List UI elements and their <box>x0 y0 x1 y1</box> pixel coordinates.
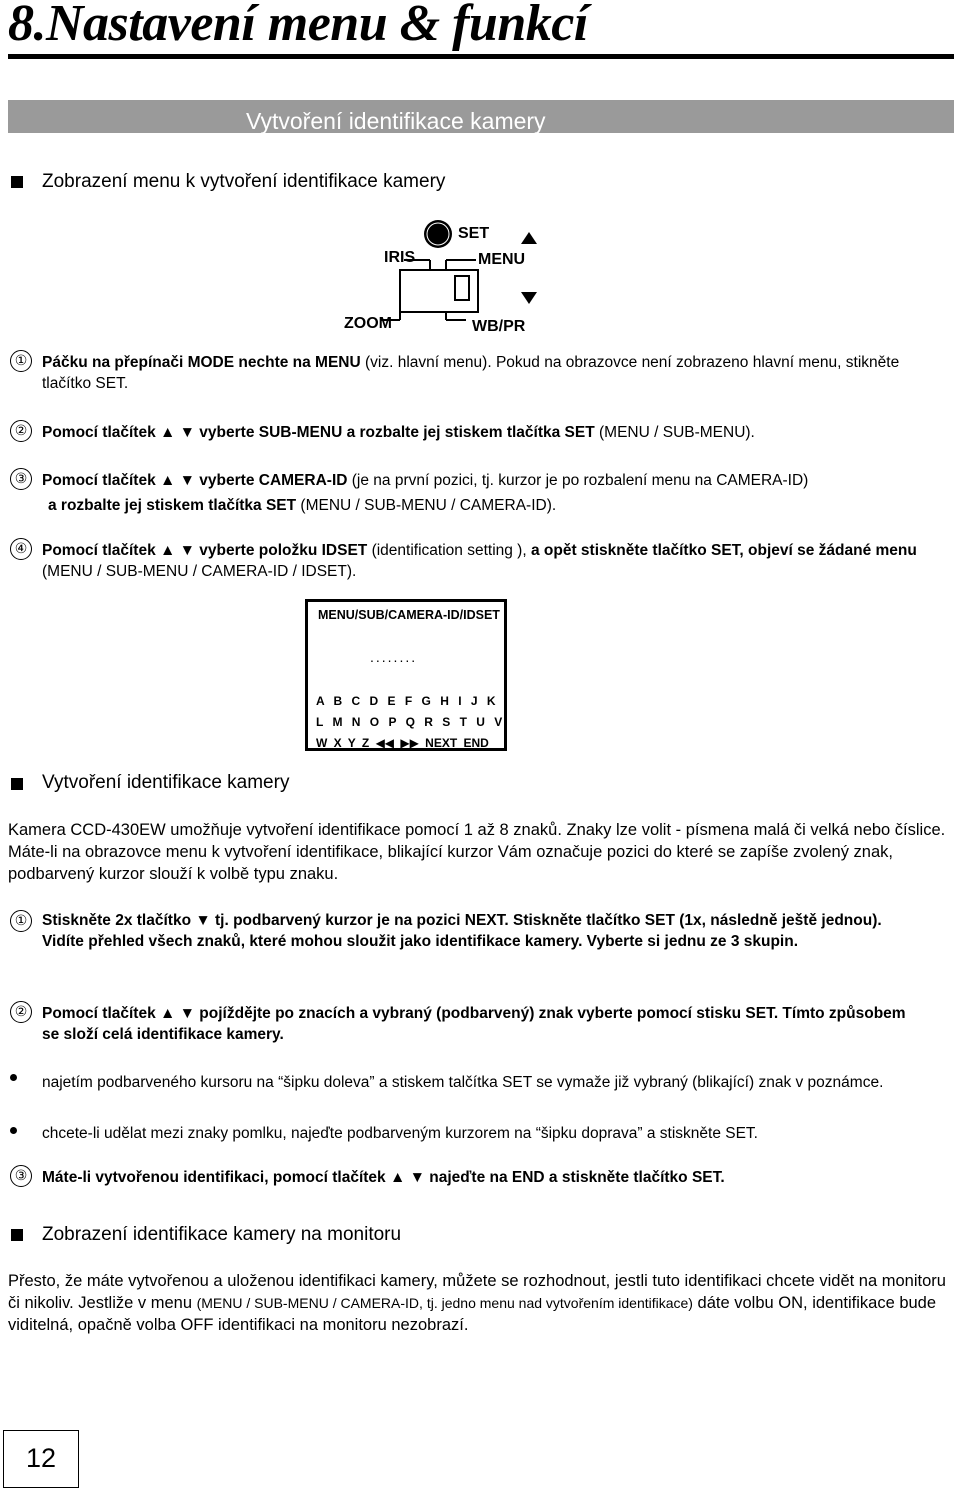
osd-idset-screen <box>305 599 507 751</box>
heading-bullet-square <box>11 778 23 790</box>
down-arrow-icon <box>521 292 537 304</box>
heading-create-id: Vytvoření identifikace kamery <box>42 772 290 793</box>
label-wbpr: WB/PR <box>472 318 526 335</box>
step-a4-rest: (identification setting ), <box>367 542 527 559</box>
step-a4-bold-2: a opět stiskněte tlačítko SET, objeví se žádané menu <box>526 542 917 559</box>
step-b2: Pomocí tlačítek ▲ ▼ pojíždějte po znacích a vybraný (podbarvený) znak vyberte pomocí stisku SET. Tímto způsobem se složí celá identifikace kamery. <box>42 1005 906 1043</box>
osd-char-row: W X Y Z ◀◀ ▶▶ NEXT END <box>316 736 489 750</box>
label-iris: IRIS <box>384 249 416 266</box>
up-arrow-icon <box>521 232 537 244</box>
step-number: ③ <box>10 1165 32 1187</box>
bullet-dot <box>10 1127 17 1134</box>
step-number: ① <box>10 910 32 932</box>
step-number: ④ <box>10 538 32 560</box>
step-a1-bold: Páčku na přepínači MODE nechte na MENU <box>42 354 361 371</box>
osd-id-dots: ........ <box>370 649 418 665</box>
final-paragraph-small: (MENU / SUB-MENU / CAMERA-ID, tj. jedno menu nad vytvořením identifikace) <box>196 1295 693 1311</box>
osd-title: MENU/SUB/CAMERA-ID/IDSET <box>318 608 500 622</box>
page-number: 12 <box>3 1430 79 1488</box>
step-number: ② <box>10 420 32 442</box>
page-title: 8.Nastavení menu & funkcí <box>8 0 588 52</box>
bullet-item-dash: chcete-li udělat mezi znaky pomlku, najeďte podbarveným kurzorem na “šipku doprava” a stiskněte SET. <box>42 1125 758 1142</box>
step-a3-rest: (je na první pozici, tj. kurzor je po rozbalení menu na CAMERA-ID) <box>347 472 809 489</box>
step-number: ③ <box>10 468 32 490</box>
step-a3-bold: Pomocí tlačítek ▲ ▼ vyberte CAMERA-ID <box>42 472 348 489</box>
step-a3-bold-2: a rozbalte jej stiskem tlačítka SET <box>48 497 297 514</box>
step-a3 <box>42 470 942 491</box>
osd-char-row: A B C D E F G H I J K <box>316 694 496 708</box>
step-a2-rest: (MENU / SUB-MENU). <box>594 424 755 441</box>
section-banner <box>8 100 954 133</box>
label-menu: MENU <box>478 251 526 268</box>
step-a2 <box>42 422 942 443</box>
step-number: ① <box>10 350 32 372</box>
step-b3: Máte-li vytvořenou identifikaci, pomocí tlačítek ▲ ▼ najeďte na END a stiskněte tlačítko SET. <box>42 1169 725 1186</box>
step-a3-rest-2: (MENU / SUB-MENU / CAMERA-ID). <box>296 497 557 514</box>
step-a2-bold: Pomocí tlačítek ▲ ▼ vyberte SUB-MENU a rozbalte jej stiskem tlačítka SET <box>42 424 595 441</box>
final-paragraph <box>8 1270 953 1336</box>
step-a4-bold: Pomocí tlačítek ▲ ▼ vyberte položku IDSET <box>42 542 368 559</box>
mode-switch-diagram <box>330 212 560 337</box>
section-banner-text: Vytvoření identifikace kamery <box>246 108 546 133</box>
label-set: SET <box>458 225 490 242</box>
switch-lever <box>455 276 469 300</box>
step-b1: Stiskněte 2x tlačítko ▼ tj. podbarvený kurzor je na pozici NEXT. Stiskněte tlačítko SET (1x, následně ještě jednou). Vidíte přehled všech znaků, které mohou sloužit jako identifikace kamery. Vyberte si jednu ze 3 skupin. <box>42 912 882 950</box>
heading-bullet-square <box>11 1229 23 1241</box>
heading-bullet-square <box>11 176 23 188</box>
final-paragraph-part2: dáte volbu ON, identifikace bude viditelná, opačně volba OFF identifikaci na monitoru nezobrazí. <box>8 1294 937 1334</box>
heading-menu-display: Zobrazení menu k vytvoření identifikace kamery <box>42 171 446 192</box>
bullet-dot <box>10 1074 17 1081</box>
heading-display-id: Zobrazení identifikace kamery na monitoru <box>42 1224 402 1245</box>
osd-char-row: L M N O P Q R S T U V <box>316 715 503 729</box>
title-rule <box>8 54 954 59</box>
step-a1-rest: (viz. hlavní menu). Pokud na obrazovce není zobrazeno hlavní menu, stikněte tlačítko SET. <box>42 354 900 392</box>
step-a4-rest-2: (MENU / SUB-MENU / CAMERA-ID / IDSET). <box>42 563 357 580</box>
step-a4 <box>42 540 922 582</box>
final-paragraph-part1: Přesto, že máte vytvořenou a uloženou identifikaci kamery, můžete se rozhodnout, jestli tuto identifikaci chcete vidět na monitoru či nikoliv. Jestliže v menu <box>8 1272 946 1312</box>
bullet-item-delete: najetím podbarveného kursoru na “šipku doleva” a stiskem talčítka SET se vymaže již vybraný (blikající) znak v poznámce. <box>42 1074 884 1091</box>
label-zoom: ZOOM <box>344 315 392 332</box>
step-a1 <box>42 352 942 394</box>
intro-paragraph: Kamera CCD-430EW umožňuje vytvoření identifikace pomocí 1 až 8 znaků. Znaky lze volit - písmena malá či velká nebo číslice. Máte-li na obrazovce menu k vytvoření identifikace, blikající kurzor Vám označuje pozici do které se zapíše zvolený znak, podbarvený kurzor slouží k volbě typu znaku. <box>8 821 946 883</box>
step-number: ② <box>10 1001 32 1023</box>
step-a3-line2 <box>48 495 948 516</box>
set-button-knob <box>424 220 452 248</box>
